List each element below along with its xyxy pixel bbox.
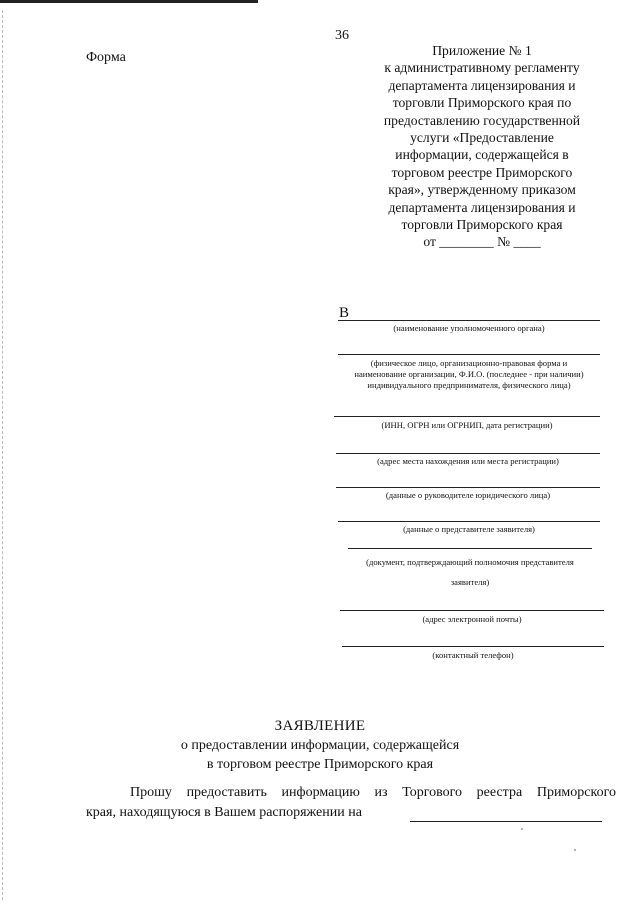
email-caption: (адрес электронной почты) — [422, 614, 522, 624]
appendix-line: края», утвержденному приказом — [388, 182, 576, 198]
appendix-block — [356, 42, 608, 251]
director-caption: (данные о руководителе юридического лица) — [385, 490, 551, 500]
statement-body-line-1: Прошу предоставить информацию из Торгового реестра Приморского — [130, 785, 616, 800]
authority-document-caption: (документ, подтверждающий полномочия представителя — [366, 557, 574, 567]
appendix-line: предоставлению государственной — [383, 112, 581, 128]
phone-field — [342, 646, 604, 661]
appendix-line: к административному регламенту — [384, 60, 580, 76]
appendix-date-number-line: от ________ № ____ — [423, 234, 541, 250]
address-field — [336, 453, 600, 467]
address-caption: (адрес места нахождения или места регистрации) — [377, 456, 559, 466]
statement-body-line-2: края, находящуюся в Вашем распоряжении на — [86, 805, 362, 820]
page-number: 36 — [335, 28, 349, 43]
inn-caption: (ИНН, ОГРН или ОГРНИП, дата регистрации) — [381, 420, 553, 430]
form-label: Форма — [86, 50, 126, 65]
representative-field — [338, 521, 600, 535]
director-field — [336, 487, 600, 501]
appendix-line: торговом реестре Приморского — [391, 164, 573, 180]
applicant-caption: (физическое лицо, организационно-правовая форма и наименование организации, Ф.И.О. (последнее - при наличии) индивидуального предпринимателя, физического лица) — [354, 358, 584, 390]
scan-speck — [521, 828, 523, 830]
appendix-line: информации, содержащейся в — [395, 147, 569, 163]
representative-caption: (данные о представителе заявителя) — [403, 524, 535, 534]
addressee-prefix: В — [339, 305, 350, 321]
applicant-field — [338, 354, 600, 391]
appendix-line: департамента лицензирования и — [388, 77, 576, 93]
statement-title: ЗАЯВЛЕНИЕ — [274, 718, 366, 734]
authority-field — [338, 320, 600, 334]
authority-document-caption-cont: заявителя) — [450, 577, 490, 587]
authority-caption: (наименование уполномоченного органа) — [393, 323, 545, 333]
scan-speck — [574, 849, 576, 851]
statement-subtitle-1: о предоставлении информации, содержащейся — [180, 738, 460, 753]
appendix-line: Приложение № 1 — [432, 43, 532, 58]
statement-subtitle-2: в торговом реестре Приморского края — [206, 757, 434, 772]
appendix-line: торговли Приморского края по — [392, 95, 572, 111]
phone-caption: (контактный телефон) — [432, 650, 514, 660]
email-field — [340, 610, 604, 625]
top-edge-bar — [0, 0, 258, 3]
date-fill-line[interactable] — [410, 821, 602, 822]
appendix-line: торговли Приморского края — [401, 217, 563, 233]
authority-document-field — [348, 548, 592, 588]
appendix-line: департамента лицензирования и — [388, 199, 576, 215]
inn-field — [334, 416, 600, 431]
appendix-line: услуги «Предоставление — [410, 130, 554, 146]
